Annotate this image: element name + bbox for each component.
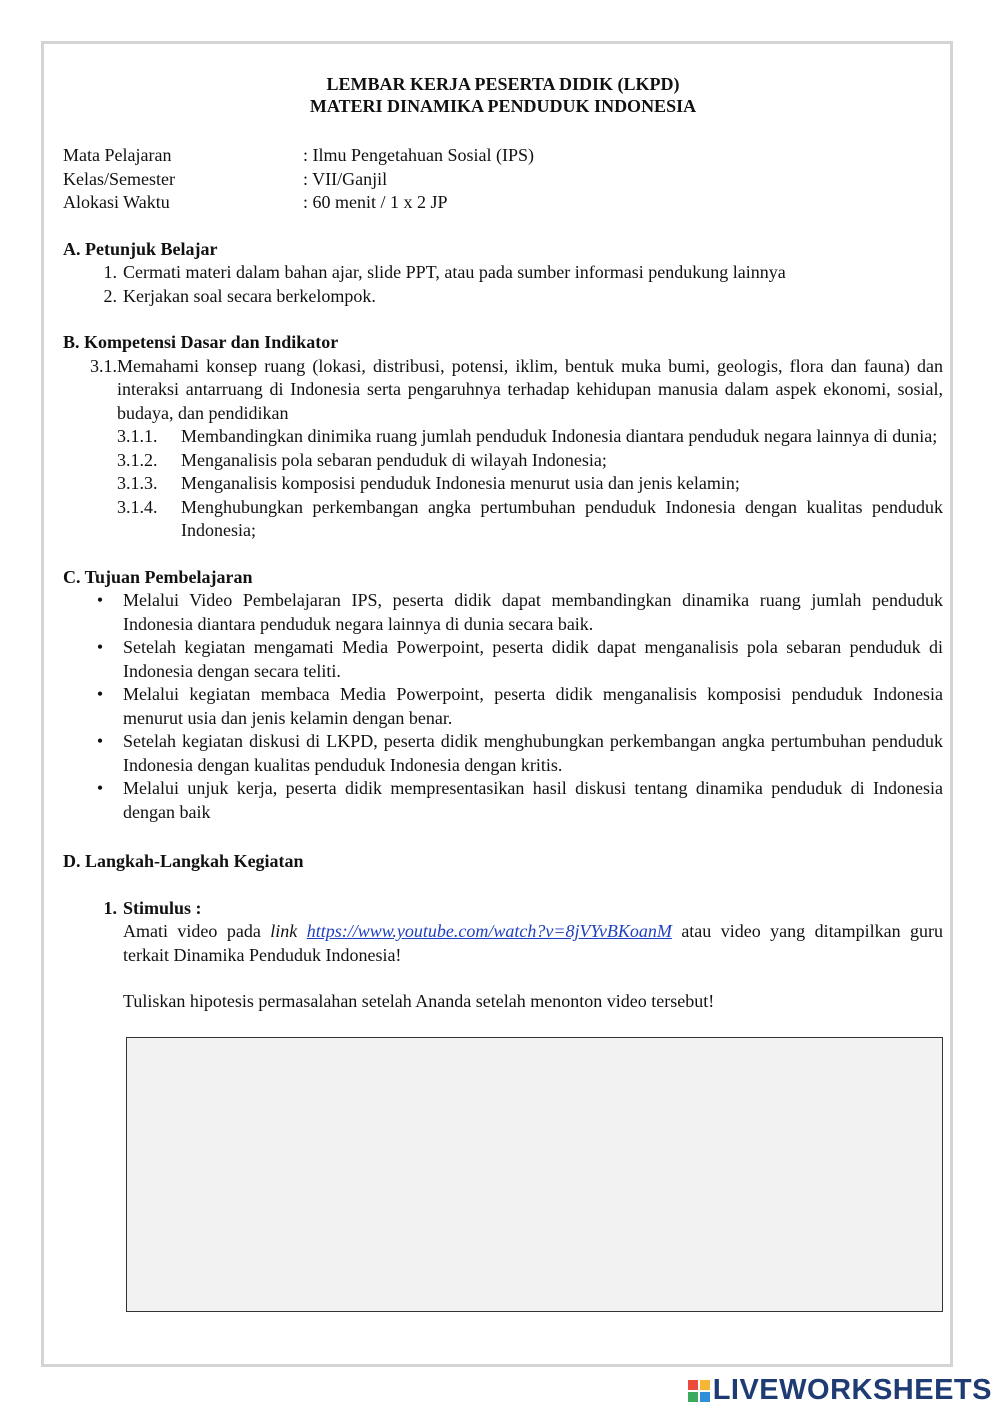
section-a-heading: A. Petunjuk Belajar: [63, 238, 218, 259]
page-title: [63, 73, 943, 117]
task-prompt: Tuliskan hipotesis permasalahan setelah Ananda setelah menonton video tersebut!: [123, 991, 715, 1011]
indicator-number: 3.1.4.: [117, 496, 158, 517]
logo-square-blue: [700, 1392, 710, 1402]
objective-text: Melalui unjuk kerja, peserta didik mempresentasikan hasil diskusi tentang dinamika penduduk di Indonesia dengan baik: [123, 778, 943, 822]
logo-mark-icon: [688, 1380, 710, 1402]
section-d-heading: D. Langkah-Langkah Kegiatan: [63, 851, 304, 871]
indicator-item: [63, 496, 943, 543]
instruction-list: [63, 261, 943, 308]
liveworksheets-logo: [688, 1374, 992, 1407]
instruction-suffix: atau video yang ditampilkan guru terkait Dinamika Penduduk Indonesia!: [123, 921, 944, 965]
bullet-icon: •: [96, 684, 104, 704]
meta-value: : VII/Ganjil: [303, 168, 388, 189]
indicator-number: 3.1.2.: [117, 449, 158, 470]
hypothesis-answer-box[interactable]: [126, 1037, 943, 1312]
objective-item: [63, 636, 943, 683]
list-text: Kerjakan soal secara berkelompok.: [123, 285, 376, 306]
bullet-icon: •: [96, 637, 104, 657]
meta-table: [63, 144, 943, 215]
logo-square-green: [688, 1392, 698, 1402]
meta-key: Mata Pelajaran: [63, 145, 172, 165]
indicator-item: [63, 425, 943, 449]
objective-text: Melalui Video Pembelajaran IPS, peserta didik dapat membandingkan dinamika ruang jumlah penduduk Indonesia diantara penduduk negara lainnya di dunia secara baik.: [123, 590, 943, 634]
objective-item: [63, 589, 943, 636]
indicator-text: Menghubungkan perkembangan angka pertumbuhan penduduk Indonesia dengan kualitas penduduk Indonesia;: [181, 496, 943, 540]
meta-value: : Ilmu Pengetahuan Sosial (IPS): [303, 145, 534, 165]
section-b-heading: B. Kompetensi Dasar dan Indikator: [63, 332, 339, 352]
worksheet-page: [41, 41, 953, 1367]
bullet-icon: •: [96, 590, 104, 610]
meta-row: [63, 168, 943, 192]
meta-row: [63, 144, 943, 168]
objective-item: [63, 777, 943, 824]
objective-text: Setelah kegiatan diskusi di LKPD, peserta didik menghubungkan perkembangan angka pertumbuhan penduduk Indonesia dengan kualitas penduduk Indonesia dengan kritis.: [123, 731, 943, 775]
activity-step: [63, 897, 943, 1014]
competency-number: 3.1.: [90, 355, 117, 376]
title-line-2: MATERI DINAMIKA PENDUDUK INDONESIA: [309, 96, 697, 116]
list-number: 2.: [103, 285, 117, 306]
logo-square-yellow: [700, 1380, 710, 1390]
list-number: 1.: [103, 262, 117, 282]
step-number: 1.: [103, 897, 117, 918]
step-instruction: [123, 920, 943, 967]
objective-text: Setelah kegiatan mengamati Media Powerpoint, peserta didik dapat menganalisis pola sebaran penduduk di Indonesia dengan secara teliti.: [123, 637, 943, 681]
meta-row: [63, 191, 943, 215]
indicator-number: 3.1.1.: [117, 426, 158, 446]
logo-square-red: [688, 1380, 698, 1390]
competency-item: [63, 355, 943, 426]
bullet-icon: •: [96, 778, 104, 798]
step-title: Stimulus :: [123, 897, 202, 918]
title-line-1: LEMBAR KERJA PESERTA DIDIK (LKPD): [326, 74, 680, 94]
meta-key: Kelas/Semester: [63, 168, 175, 189]
indicator-text: Membandingkan dinimika ruang jumlah penduduk Indonesia diantara penduduk negara lainnya di dunia;: [181, 426, 938, 446]
indicator-text: Menganalisis pola sebaran penduduk di wilayah Indonesia;: [181, 449, 607, 470]
step-body: [123, 897, 943, 1014]
list-item: [63, 285, 943, 309]
worksheet-content: [63, 73, 943, 1014]
objective-text: Melalui kegiatan membaca Media Powerpoint, peserta didik menganalisis komposisi penduduk Indonesia menurut usia dan jenis kelamin dengan benar.: [123, 684, 943, 728]
competency-text: Memahami konsep ruang (lokasi, distribusi, potensi, iklim, bentuk muka bumi, geologis, flora dan fauna) dan interaksi antarruang di Indonesia serta pengaruhnya terhadap kehidupan manusia dalam aspek ekonomi, sosial, budaya, dan pendidikan: [117, 355, 943, 423]
brand-name: LIVEWORKSHEETS: [712, 1374, 992, 1406]
objective-item: [63, 683, 943, 730]
list-item: [63, 261, 943, 285]
list-text: Cermati materi dalam bahan ajar, slide PPT, atau pada sumber informasi pendukung lainnya: [123, 262, 786, 282]
indicator-item: [63, 472, 943, 496]
meta-key: Alokasi Waktu: [63, 192, 170, 212]
video-link[interactable]: https://www.youtube.com/watch?v=8jVYvBKoanM: [306, 921, 672, 941]
bullet-icon: •: [96, 731, 104, 751]
indicator-number: 3.1.3.: [117, 473, 158, 493]
indicator-text: Menganalisis komposisi penduduk Indonesia menurut usia dan jenis kelamin;: [181, 473, 740, 493]
indicator-item: [63, 449, 943, 473]
section-c-heading: C. Tujuan Pembelajaran: [63, 566, 253, 587]
instruction-prefix: Amati video pada: [123, 921, 271, 941]
link-word: link: [270, 921, 298, 941]
objective-item: [63, 730, 943, 777]
meta-value: : 60 menit / 1 x 2 JP: [303, 192, 448, 212]
